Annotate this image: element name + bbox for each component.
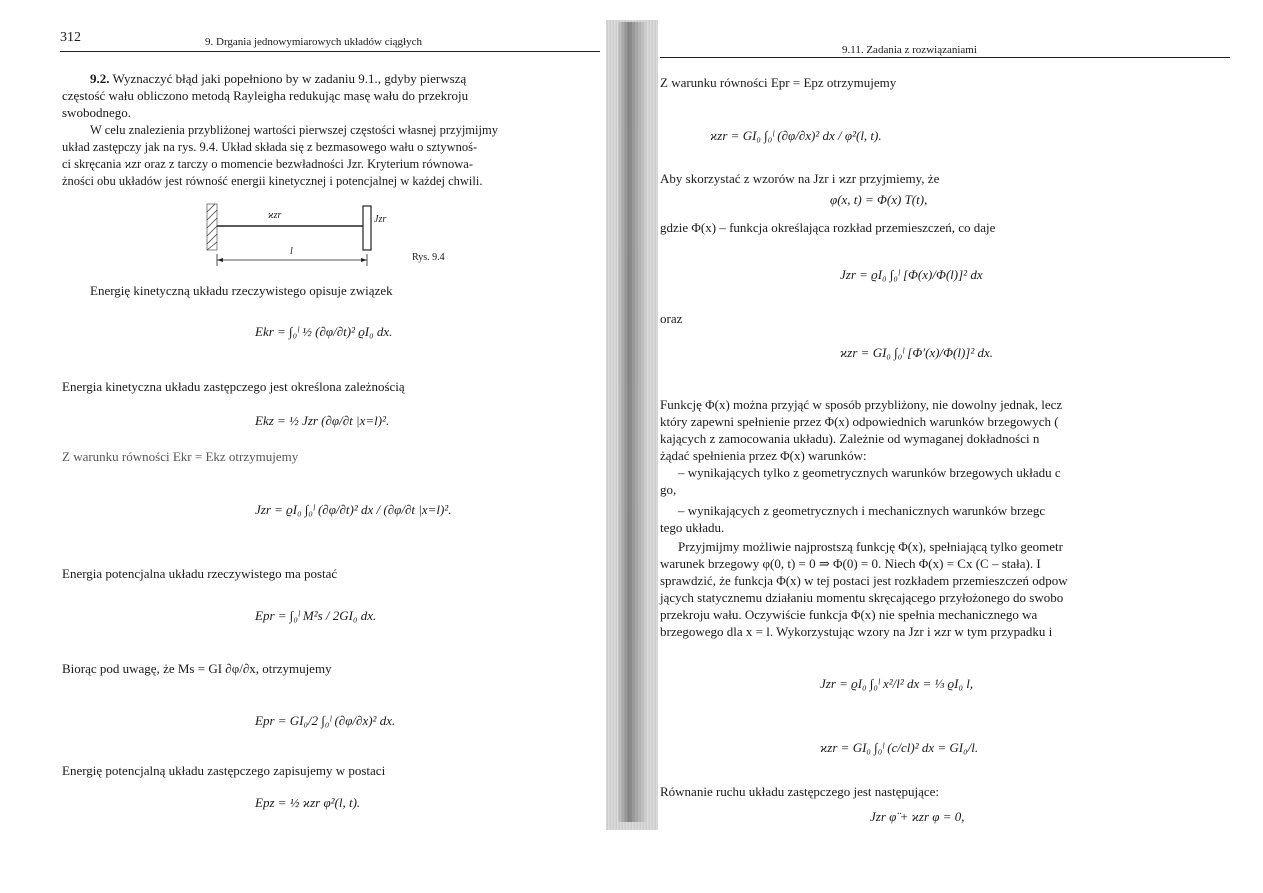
text-displacement-function: gdzie Φ(x) – funkcja określająca rozkład przemieszczeń, co daje [660,220,996,235]
header-rule-right [660,57,1230,58]
figure-label-stiffness: ϰzr [268,210,282,221]
text-potential-real: Energia potencjalna układu rzeczywistego ma postać [62,566,338,581]
equation-kinetic-substitute: Ekz = ½ Jzr (∂φ/∂t |x=l)². [255,413,390,428]
para-function-line-4: żądać spełnienia przez Φ(x) warunków: [660,448,867,463]
text-kinetic-real: Energię kinetyczną układu rzeczywistego opisuje związek [90,283,393,298]
text-equation-of-motion: Równanie ruchu układu zastępczego jest następujące: [660,784,940,799]
header-rule-left [60,51,600,52]
para-function-line-1: Funkcję Φ(x) można przyjąć w sposób przybliżony, nie dowolny jednak, lecz [660,397,1063,412]
equation-inertia-phi: Jzr = ϱI₀ ∫₀ˡ [Φ(x)/Φ(l)]² dx [840,267,983,282]
equation-of-motion: Jzr φ̈ + ϰzr φ = 0, [870,809,965,824]
equation-stiffness: ϰzr = GI₀ ∫₀ˡ (∂φ/∂x)² dx / φ²(l, t). [710,128,882,143]
equation-stiffness-phi: ϰzr = GI₀ ∫₀ˡ [Φ′(x)/Φ(l)]² dx. [840,345,994,360]
figure-label-length: l [290,246,293,257]
equation-separation: φ(x, t) = Φ(x) T(t), [830,192,928,207]
text-equality-kinetic: Z warunku równości Ekr = Ekz otrzymujemy [62,449,299,464]
para-simplest-line-2: warunek brzegowy φ(0, t) = 0 ⇒ Φ(0) = 0. Niech Φ(x) = Cx (C – stała). I [660,556,1041,571]
equation-inertia-result: Jzr = ϱI₀ ∫₀ˡ x²/l² dx = ⅓ ϱI₀ l, [820,676,974,691]
para-function-line-2: który zapewni spełnienie przez Φ(x) odpowiednich warunków brzegowych ( [660,414,1059,429]
problem-line-1 [90,70,466,87]
equation-kinetic-real: Ekr = ∫₀ˡ ½ (∂φ/∂t)² ϱI₀ dx. [255,324,393,339]
para2-line-1: W celu znalezienia przybliżonej wartości pierwszej częstości własnej przyjmijmy [90,123,498,137]
para-simplest-line-5: przekroju wału. Oczywiście funkcja Φ(x) nie spełnia mechanicznego wa [660,607,1038,622]
equation-potential-real: Epr = ∫₀ˡ M²s / 2GI₀ dx. [255,608,377,623]
equation-inertia: Jzr = ϱI₀ ∫₀ˡ (∂φ/∂t)² dx / (∂φ/∂t |x=l)². [255,502,452,517]
figure-caption: Rys. 9.4 [412,252,445,263]
book-gutter-shadow [618,22,646,822]
para2-line-4: żności obu układów jest równość energii kinetycznej i potencjalnej w każdej chwili. [62,174,483,188]
page-number: 312 [60,30,81,45]
para-function-line-7: – wynikających z geometrycznych i mechanicznych warunków brzegc [678,503,1046,518]
para2-line-3: ci skręcania ϰzr oraz z tarczy o momencie bezwładności Jzr. Kryterium równowa- [62,157,473,171]
fixed-wall-hatching [207,204,217,250]
text-kinetic-substitute: Energia kinetyczna układu zastępczego jest określona zależnością [62,379,405,394]
text-assumption: Aby skorzystać z wzorów na Jzr i ϰzr przyjmiemy, że [660,171,940,186]
text-moment: Biorąc pod uwagę, że Ms = GI ∂φ/∂x, otrzymujemy [62,661,332,676]
para-function-line-8: tego układu. [660,520,725,535]
para-simplest-line-4: jących statycznemu działaniu momentu skręcającego przyłożonego do swobo [660,590,1064,605]
para-function-line-5: – wynikających tylko z geometrycznych warunków brzegowych układu c [678,465,1061,480]
equation-potential-real-2: Epr = GI₀/2 ∫₀ˡ (∂φ/∂x)² dx. [255,713,396,728]
para-simplest-line-1: Przyjmijmy możliwie najprostszą funkcję Φ(x), spełniającą tylko geometr [678,539,1063,554]
para-function-line-6: go, [660,482,677,497]
para2-line-2: układ zastępczy jak na rys. 9.4. Układ składa się z bezmasowego wału o sztywnoś- [62,140,478,154]
equation-stiffness-result: ϰzr = GI₀ ∫₀ˡ (c/cl)² dx = GI₀/l. [820,740,979,755]
text-equality-potential: Z warunku równości Epr = Epz otrzymujemy [660,75,897,90]
running-head-right: 9.11. Zadania z rozwiązaniami [842,44,977,56]
text-oraz: oraz [660,311,683,326]
problem-text-1: Wyznaczyć błąd jaki popełniono by w zadaniu 9.1., gdyby pierwszą [112,71,467,86]
text-potential-substitute: Energię potencjalną układu zastępczego zapisujemy w postaci [62,763,386,778]
para-function-line-3: kających z zamocowania układu). Zależnie od wymaganej dokładności n [660,431,1040,446]
running-head-left: 9. Drgania jednowymiarowych układów ciągłych [205,36,422,48]
para-simplest-line-6: brzegowego dla x = l. Wykorzystując wzory na Jzr i ϰzr w tym przypadku i [660,624,1053,639]
disk [363,206,371,250]
problem-line-3: swobodnego. [62,105,131,120]
equation-potential-substitute: Epz = ½ ϰzr φ²(l, t). [255,795,361,810]
figure-label-inertia: Jzr [374,214,387,225]
para-simplest-line-3: sprawdzić, że funkcja Φ(x) w tej postaci jest rozkładem przemieszczeń odpow [660,573,1068,588]
problem-line-2: częstość wału obliczono metodą Rayleigha redukując masę wału do przekroju [62,88,469,103]
problem-number: 9.2. [90,71,110,86]
